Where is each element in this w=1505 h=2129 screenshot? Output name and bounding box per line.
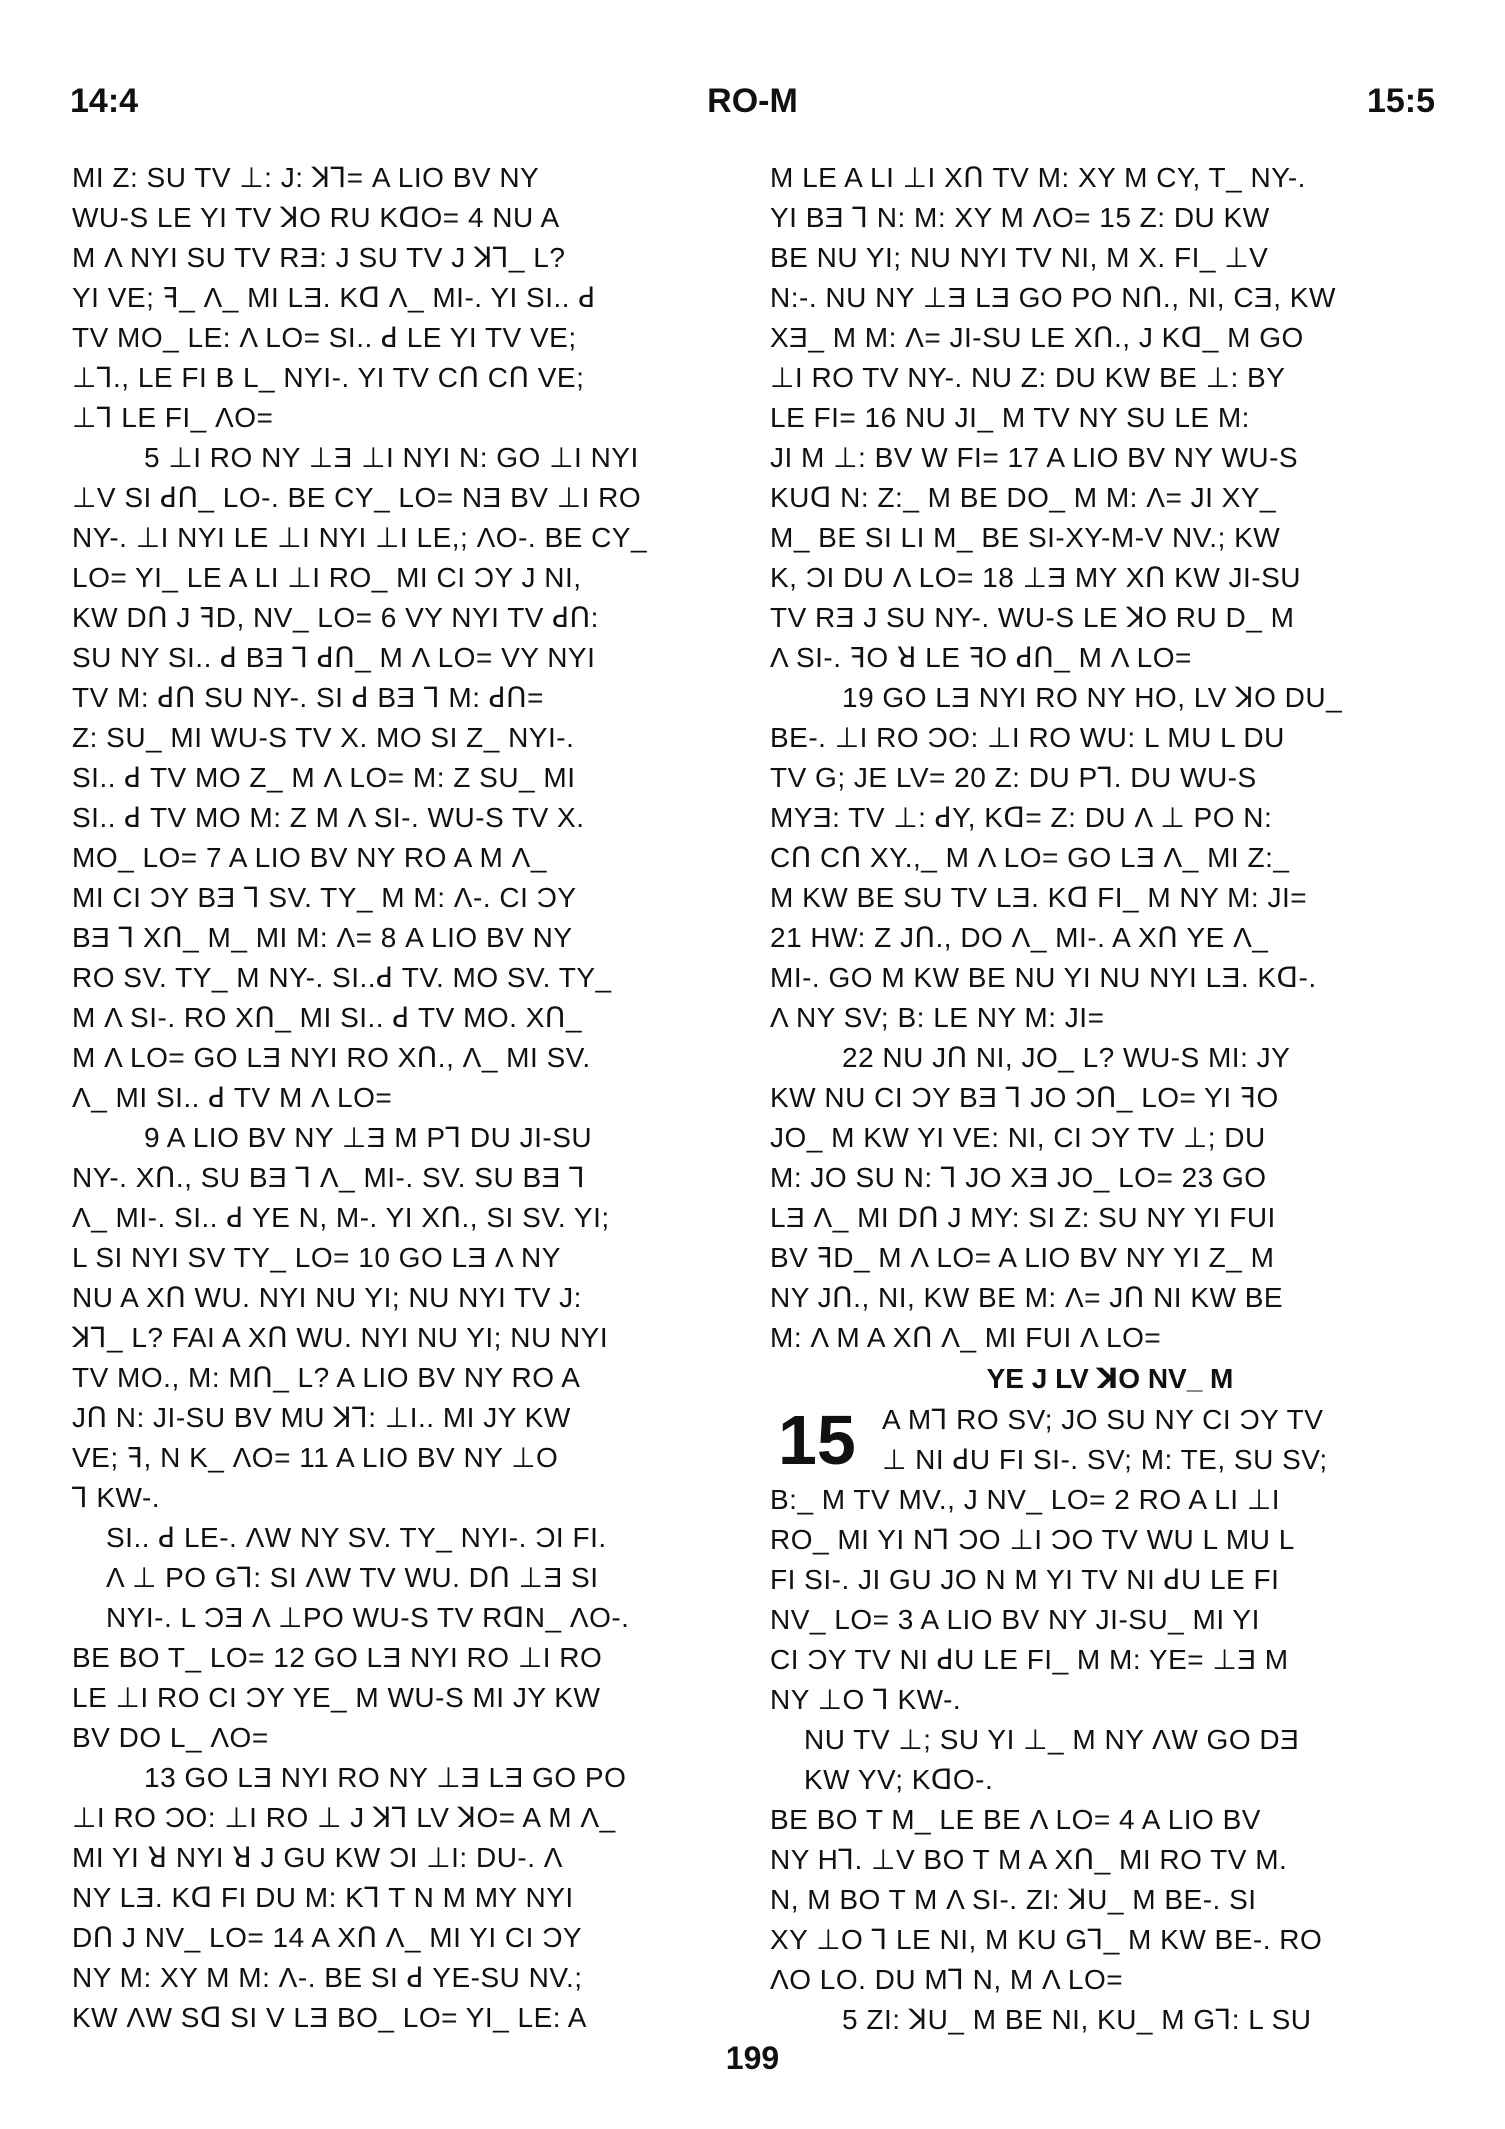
text-line: N, M BO T M Λ SI-. ZI: ꓘU_ M BE-. SI [770,1884,1257,1915]
text-line: NY Jꓵ., NI, KW BE M: Λ= Jꓵ NI KW BE [770,1282,1284,1313]
text-line: NY LƎ. Kꓷ FI DU M: K⅂ T N M MY NYI [72,1882,574,1913]
text-line: SI.. ꓒ TV MO M: Z M Λ SI-. WU-S TV X. [72,802,585,833]
text-line: YI BƎ ⅂ N: M: XY M ΛO= 15 Z: DU KW [770,202,1270,233]
header-book-title: RO-M [707,82,798,120]
text-line: JI M ⊥: BV W FI= 17 A LIO BV NY WU-S [770,442,1299,473]
text-line: SU NY SI.. ꓒ BƎ ⅂ ꓒꓵ_ M Λ LO= VY NYI [72,642,596,673]
text-line: A M⅂ RO SV; JO SU NY CI ƆY TV [882,1404,1324,1435]
text-line: ⊥ NI ꓒU FI SI-. SV; M: TE, SU SV; [882,1444,1328,1475]
text-line: L SI NYI SV TY_ LO= 10 GO LƎ Λ NY [72,1242,561,1273]
text-line: 9 A LIO BV NY ⊥Ǝ M P⅂ DU JI-SU [144,1122,593,1153]
text-line: NY M: XY M M: Λ-. BE SI ꓒ YE-SU NV.; [72,1962,583,1993]
text-line: 22 NU Jꓵ NI, JO_ L? WU-S MI: JY [842,1042,1291,1073]
text-line: M Λ SI-. RO Xꓵ_ MI SI.. ꓒ TV MO. Xꓵ_ [72,1002,582,1033]
section-title: YE J LV ꓘO NV_ M [986,1363,1234,1394]
text-line: JO_ M KW YI VE: NI, CI ƆY TV ⊥; DU [770,1122,1266,1153]
text-line: FI SI-. JI GU JO N M YI TV NI ꓒU LE FI [770,1564,1280,1595]
text-line: M LE A LI ⊥I Xꓵ TV M: XY M CY, T_ NY-. [770,162,1306,193]
text-line: Λ NY SV; B: LE NY M: JI= [770,1002,1105,1033]
text-line: 19 GO LƎ NYI RO NY HO, LV ꓘO DU_ [842,682,1343,713]
text-line: B:_ M TV MV., J NV_ LO= 2 RO A LI ⊥I [770,1484,1281,1515]
left-column [72,158,752,2038]
text-line: ⊥⅂., LE FI B L_ NYI-. YI TV Cꓵ Cꓵ VE; [72,362,585,393]
text-line: WU-S LE YI TV ꓘO RU KꓷO= 4 NU A [72,202,560,233]
text-line: 5 ⊥I RO NY ⊥Ǝ ⊥I NYI N: GO ⊥I NYI [144,442,639,473]
text-line: ΛO LO. DU M⅂ N, M Λ LO= [770,1964,1124,1995]
text-line: Dꓵ J NV_ LO= 14 A Xꓵ Λ_ MI YI CI ƆY [72,1922,583,1953]
text-line: MI CI ƆY BƎ ⅂ SV. TY_ M M: Λ-. CI ƆY [72,882,577,913]
text-line: MI Z: SU TV ⊥: J: ꓘ⅂= A LIO BV NY [72,162,540,193]
text-line: TV G; JE LV= 20 Z: DU P⅂. DU WU-S [770,762,1257,793]
text-line: KW YV; KꓷO-. [804,1764,994,1795]
text-line: VE; ꟻ, N K_ ΛO= 11 A LIO BV NY ⊥O [72,1442,559,1473]
text-line: RO_ MI YI N⅂ ƆO ⊥I ƆO TV WU L MU L [770,1524,1295,1555]
text-line: BƎ ⅂ Xꓵ_ M_ MI M: Λ= 8 A LIO BV NY [72,922,573,953]
text-line: Cꓵ Cꓵ XY.,_ M Λ LO= GO LƎ Λ_ MI Z:_ [770,842,1290,873]
text-line: KW ΛW Sꓷ SI V LƎ BO_ LO= YI_ LE: A [72,2002,587,2033]
text-line: 5 ZI: ꓘU_ M BE NI, KU_ M G⅂: L SU [842,2004,1312,2035]
text-line: ⅂ KW-. [72,1482,161,1513]
text-line: M Λ LO= GO LƎ NYI RO Xꓵ., Λ_ MI SV. [72,1042,591,1073]
text-line: BV DO L_ ΛO= [72,1722,269,1753]
text-line: MO_ LO= 7 A LIO BV NY RO A M Λ_ [72,842,547,873]
text-line: MI-. GO M KW BE NU YI NU NYI LƎ. Kꓷ-. [770,962,1317,993]
chapter-block [770,1400,1450,2040]
text-line: 13 GO LƎ NYI RO NY ⊥Ǝ LƎ GO PO [144,1762,627,1793]
text-line: LE ⊥I RO CI ƆY YE_ M WU-S MI JY KW [72,1682,601,1713]
text-line: NYI-. L ƆƎ Λ ⊥PO WU-S TV RꓷN_ ΛO-. [106,1602,630,1633]
text-line: NY-. Xꓵ., SU BƎ ⅂ Λ_ MI-. SV. SU BƎ ⅂ [72,1162,586,1193]
text-line: TV M: ꓒꓵ SU NY-. SI ꓒ BƎ ⅂ M: ꓒꓵ= [72,682,545,713]
text-line: NY-. ⊥I NYI LE ⊥I NYI ⊥I LE,; ΛO-. BE CY_ [72,522,648,553]
text-line: RO SV. TY_ M NY-. SI..ꓒ TV. MO SV. TY_ [72,962,612,993]
text-line: TV RƎ J SU NY-. WU-S LE ꓘO RU D_ M [770,602,1295,633]
text-line: M Λ NYI SU TV RƎ: J SU TV J ꓘ⅂_ L? [72,242,566,273]
right-column-top-text [770,158,1450,1358]
right-column [770,158,1450,2040]
text-line: SI.. ꓒ LE-. ΛW NY SV. TY_ NYI-. ƆI FI. [106,1522,607,1553]
text-line: MI YI ꓤ NYI ꓤ J GU KW ƆI ⊥I: DU-. Λ [72,1842,564,1873]
text-line: M_ BE SI LI M_ BE SI-XY-M-V NV.; KW [770,522,1281,553]
text-line: LƎ Λ_ MI Dꓵ J MY: SI Z: SU NY YI FUI [770,1202,1276,1233]
text-line: ⊥I RO TV NY-. NU Z: DU KW BE ⊥: BY [770,362,1286,393]
text-line: M KW BE SU TV LƎ. Kꓷ FI_ M NY M: JI= [770,882,1308,913]
text-line: YI VE; ꟻ_ Λ_ MI LƎ. Kꓷ Λ_ MI-. YI SI.. ꓒ [72,282,596,313]
text-line: NY H⅂. ⊥V BO T M A Xꓵ_ MI RO TV M. [770,1844,1288,1875]
text-line: M: Λ M A Xꓵ Λ_ MI FUI Λ LO= [770,1322,1162,1353]
text-line: BE BO T_ LO= 12 GO LƎ NYI RO ⊥I RO [72,1642,603,1673]
text-line: BV ꟻD_ M Λ LO= A LIO BV NY YI Z_ M [770,1242,1275,1273]
text-line: 21 HW: Z Jꓵ., DO Λ_ MI-. A Xꓵ YE Λ_ [770,922,1269,953]
text-line: M: JO SU N: ⅂ JO XƎ JO_ LO= 23 GO [770,1162,1267,1193]
text-line: BE BO T M_ LE BE Λ LO= 4 A LIO BV [770,1804,1261,1835]
chapter-text [770,1400,1450,2040]
text-line: NU TV ⊥; SU YI ⊥_ M NY ΛW GO DƎ [804,1724,1300,1755]
text-line: TV MO., M: Mꓵ_ L? A LIO BV NY RO A [72,1362,581,1393]
text-line: LO= YI_ LE A LI ⊥I RO_ MI CI ƆY J NI, [72,562,582,593]
text-line: XƎ_ M M: Λ= JI-SU LE Xꓵ., J Kꓷ_ M GO [770,322,1304,353]
text-line: BE-. ⊥I RO ƆO: ⊥I RO WU: L MU L DU [770,722,1285,753]
text-line: LE FI= 16 NU JI_ M TV NY SU LE M: [770,402,1250,433]
text-line: ꓘ⅂_ L? FAI A Xꓵ WU. NYI NU YI; NU NYI [72,1322,609,1353]
text-line: KW Dꓵ J ꟻD, NV_ LO= 6 VY NYI TV ꓒꓵ: [72,602,599,633]
text-line: Z: SU_ MI WU-S TV X. MO SI Z_ NYI-. [72,722,575,753]
text-line: ⊥V SI ꓒꓵ_ LO-. BE CY_ LO= NƎ BV ⊥I RO [72,482,642,513]
header-right-reference: 15:5 [1366,82,1435,120]
text-line: N:-. NU NY ⊥Ǝ LƎ GO PO Nꓵ., NI, CƎ, KW [770,282,1336,313]
text-line: KUꓷ N: Z:_ M BE DO_ M M: Λ= JI XY_ [770,482,1277,513]
text-line: MYƎ: TV ⊥: ꓒY, Kꓷ= Z: DU Λ ⊥ PO N: [770,802,1273,833]
text-line: SI.. ꓒ TV MO Z_ M Λ LO= M: Z SU_ MI [72,762,576,793]
text-line: Λ SI-. ꟻO ꓤ LE ꟻO ꓒꓵ_ M Λ LO= [770,642,1192,673]
text-line: NV_ LO= 3 A LIO BV NY JI-SU_ MI YI [770,1604,1260,1635]
text-line: XY ⊥O ⅂ LE NI, M KU G⅂_ M KW BE-. RO [770,1924,1323,1955]
text-line: Jꓵ N: JI-SU BV MU ꓘ⅂: ⊥I.. MI JY KW [72,1402,571,1433]
text-line: Λ ⊥ PO G⅂: SI ΛW TV WU. Dꓵ ⊥Ǝ SI [106,1562,599,1593]
text-line: NU A Xꓵ WU. NYI NU YI; NU NYI TV J: [72,1282,582,1313]
text-line: ⊥I RO ƆO: ⊥I RO ⊥ J ꓘ⅂ LV ꓘO= A M Λ_ [72,1802,616,1833]
text-line: K, ƆI DU Λ LO= 18 ⊥Ǝ MY Xꓵ KW JI-SU [770,562,1302,593]
text-line: BE NU YI; NU NYI TV NI, M X. FI_ ⊥V [770,242,1269,273]
text-line: CI ƆY TV NI ꓒU LE FI_ M M: YE= ⊥Ǝ M [770,1644,1289,1675]
header-left-reference: 14:4 [70,82,139,120]
text-line: Λ_ MI-. SI.. ꓒ YE N, M-. YI Xꓵ., SI SV. YI; [72,1202,610,1233]
text-line: Λ_ MI SI.. ꓒ TV M Λ LO= [72,1082,393,1113]
text-line: TV MO_ LE: Λ LO= SI.. ꓒ LE YI TV VE; [72,322,577,353]
text-line: KW NU CI ƆY BƎ ⅂ JO Ɔꓵ_ LO= YI ꟻO [770,1082,1279,1113]
chapter-number: 15 [778,1401,856,1479]
page-number: 199 [725,2040,780,2076]
page-header [70,82,1435,132]
text-line: ⊥⅂ LE FI_ ΛO= [72,402,274,433]
text-line: NY ⊥O ⅂ KW-. [770,1684,962,1715]
